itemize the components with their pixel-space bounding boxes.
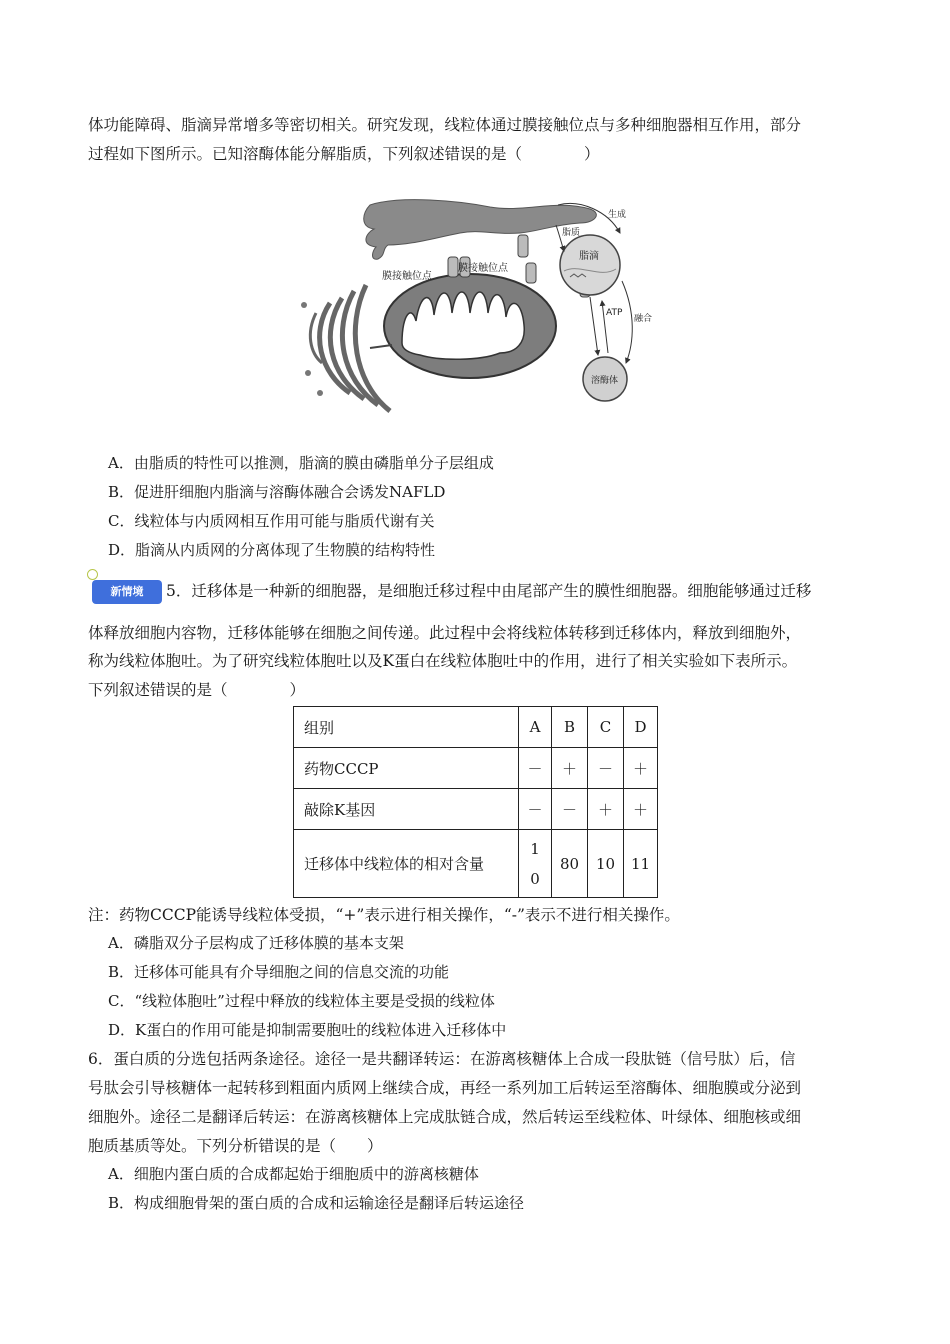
q4-option-c: C．线粒体与内质网相互作用可能与脂质代谢有关: [108, 512, 435, 530]
q6-option-a: A．细胞内蛋白质的合成都起始于细胞质中的游离核糖体: [108, 1165, 479, 1183]
q5-line-1: 5．迁移体是一种新的细胞器，是细胞迁移过程中由尾部产生的膜性细胞器。细胞能够通过迁移: [166, 582, 812, 600]
table-header-cell: C: [588, 707, 624, 748]
table-header-cell: B: [552, 707, 588, 748]
table-header-row: [294, 707, 658, 748]
organelle-interaction-figure: [290, 193, 670, 423]
badge-dot-icon: [87, 569, 98, 580]
q5-option-c: C．“线粒体胞吐”过程中释放的线粒体主要是受损的线粒体: [108, 992, 495, 1010]
q5-line-2: 体释放细胞内容物，迁移体能够在细胞之间传递。此过程中会将线粒体转移到迁移体内，释放到细胞外，: [88, 624, 802, 642]
lipid-droplet: [560, 235, 620, 295]
q5-option-a: A．磷脂双分子层构成了迁移体膜的基本支架: [108, 934, 404, 952]
table-cell: －: [519, 748, 552, 789]
q6-line-1: 6．蛋白质的分选包括两条途径。途径一是共翻译转运：在游离核糖体上合成一段肽链（信号肽）后，信: [88, 1050, 796, 1068]
q5-option-d: D．K蛋白的作用可能是抑制需要胞吐的线粒体进入迁移体中: [108, 1021, 507, 1039]
table-cell: 迁移体中线粒体的相对含量: [294, 830, 519, 898]
table-row: [294, 748, 658, 789]
table-cell: ＋: [552, 748, 588, 789]
label-lysosome: 溶酶体: [591, 376, 619, 386]
q5-option-b: B．迁移体可能具有介导细胞之间的信息交流的功能: [108, 963, 450, 981]
q4-line-1: 体功能障碍、脂滴异常增多等密切相关。研究发现，线粒体通过膜接触位点与多种细胞器相互作用，部分: [88, 116, 802, 134]
table-cell: 11: [624, 830, 658, 898]
table-cell: －: [519, 789, 552, 830]
q5-note: 注：药物CCCP能诱导线粒体受损，“+”表示进行相关操作，“-”表示不进行相关操作。: [88, 906, 680, 924]
table-header-cell: 组别: [294, 707, 519, 748]
label-droplet: 脂滴: [579, 251, 599, 262]
q6-option-b: B．构成细胞骨架的蛋白质的合成和运输途径是翻译后转运途径: [108, 1194, 525, 1212]
q4-option-b: B．促进肝细胞内脂滴与溶酶体融合会诱发NAFLD: [108, 483, 446, 501]
table-cell: [519, 830, 552, 898]
label-fusion: 融合: [634, 314, 653, 324]
label-generate: 生成: [608, 210, 627, 220]
q5-line-4: 下列叙述错误的是（ ）: [88, 681, 306, 699]
table-row: [294, 789, 658, 830]
table-row: [294, 830, 658, 898]
table-cell: 敲除K基因: [294, 789, 519, 830]
value-a-top: 1: [530, 839, 540, 858]
table-cell: －: [588, 748, 624, 789]
label-atp: ATP: [606, 308, 623, 318]
q6-line-2: 号肽会引导核糖体一起转移到粗面内质网上继续合成，再经一系列加工后转运至溶酶体、细胞膜或分泌到: [88, 1079, 802, 1097]
q6-line-3: 细胞外。途径二是翻译后转运：在游离核糖体上完成肽链合成，然后转运至线粒体、叶绿体、细胞核或细: [88, 1108, 802, 1126]
label-lipid: 脂质: [562, 228, 581, 238]
q6-line-4: 胞质基质等处。下列分析错误的是（ ）: [88, 1137, 383, 1155]
table-cell: ＋: [588, 789, 624, 830]
experiment-table: [293, 706, 658, 898]
table-cell: ＋: [624, 748, 658, 789]
table-cell: ＋: [624, 789, 658, 830]
table-header-cell: D: [624, 707, 658, 748]
value-a-bottom: 0: [530, 869, 540, 888]
table-cell: 80: [552, 830, 588, 898]
q4-option-d: D．脂滴从内质网的分离体现了生物膜的结构特性: [108, 541, 436, 559]
table-cell: －: [552, 789, 588, 830]
table-cell: 药物CCCP: [294, 748, 519, 789]
q4-line-2: 过程如下图所示。已知溶酶体能分解脂质，下列叙述错误的是（ ）: [88, 145, 600, 163]
table-header-cell: A: [519, 707, 552, 748]
new-context-badge: 新情境: [92, 580, 162, 604]
label-site-left: 膜接触位点: [382, 271, 432, 282]
q4-option-a: A．由脂质的特性可以推测，脂滴的膜由磷脂单分子层组成: [108, 454, 494, 472]
q5-line-3: 称为线粒体胞吐。为了研究线粒体胞吐以及K蛋白在线粒体胞吐中的作用，进行了相关实验如下表所示。: [88, 652, 798, 670]
label-site-right: 膜接触位点: [458, 263, 508, 274]
table-cell: 10: [588, 830, 624, 898]
